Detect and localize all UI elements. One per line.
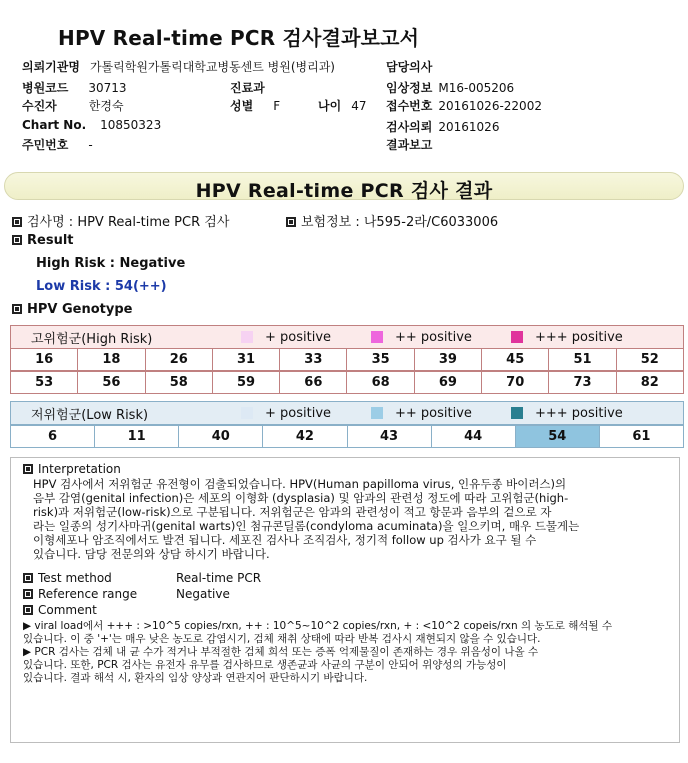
legend-swatch-plus-plus <box>371 407 383 419</box>
reference-range-label: Reference range <box>38 587 138 601</box>
genotype-cell-11: 11 <box>95 425 179 448</box>
genotype-cell-40: 40 <box>179 425 263 448</box>
interpretation-line: 있습니다. 담당 전문의와 상담 하시기 바랍니다. <box>33 547 270 561</box>
genotype-cell-68: 68 <box>347 371 414 394</box>
genotype-cell-56: 56 <box>78 371 145 394</box>
result-section-heading <box>12 233 74 248</box>
genotype-cell-18: 18 <box>78 348 145 371</box>
header-value: F <box>273 99 281 113</box>
header-row-sex <box>230 97 280 114</box>
genotype-cell-58: 58 <box>146 371 213 394</box>
interpretation-heading <box>23 462 121 476</box>
header-row-request-date <box>386 118 499 135</box>
header-label: 수진자 <box>22 99 57 113</box>
high-risk-caption: 고위험군(High Risk) <box>31 331 153 347</box>
header-row-report-date <box>386 136 438 153</box>
comment-line: ▶ viral load에서 +++ : >10^5 copies/rxn, ++ : 10^5~10^2 copies/rxn, + : <10^2 copeis/rxn 의 농도로 해석될 수 <box>23 620 613 632</box>
genotype-cell-33: 33 <box>280 348 347 371</box>
header-value: M16-005206 <box>438 81 515 95</box>
header-row-institution <box>22 58 335 75</box>
legend-label: ++ positive <box>395 405 472 421</box>
genotype-cell-52: 52 <box>617 348 684 371</box>
interpretation-label: Interpretation <box>38 462 121 476</box>
low-risk-legend <box>191 406 623 421</box>
header-row-age <box>318 97 366 114</box>
header-row-clinical-info <box>386 79 514 96</box>
genotype-cell-31: 31 <box>213 348 280 371</box>
genotype-cell-73: 73 <box>549 371 616 394</box>
legend-label: + positive <box>265 405 332 421</box>
comment-line: 있습니다. 이 중 '+'는 매우 낮은 농도로 감염시기, 검체 채취 상태에 따라 반복 검사시 재현되지 않을 수 있습니다. <box>23 633 541 645</box>
checkbox-bullet-icon <box>286 217 296 227</box>
genotype-cell-16: 16 <box>10 348 78 371</box>
header-label: 임상정보 <box>386 81 433 95</box>
reference-range-value: Negative <box>176 587 230 601</box>
reference-range-line <box>23 587 230 601</box>
high-risk-legend <box>191 330 623 345</box>
interpretation-line: risk)과 저위험군(low-risk)으로 구분됩니다. 저위험군은 암과의 관련성이 적고 항문과 음부의 겉으로 자 <box>33 505 552 519</box>
interpretation-text <box>33 477 675 561</box>
genotype-cell-44: 44 <box>432 425 516 448</box>
genotype-cell-59: 59 <box>213 371 280 394</box>
test-method-label: Test method <box>38 571 112 585</box>
test-method-value: Real-time PCR <box>176 571 262 585</box>
low-risk-header <box>10 401 684 425</box>
genotype-cell-69: 69 <box>415 371 482 394</box>
checkbox-bullet-icon <box>12 235 22 245</box>
low-risk-row <box>10 425 684 448</box>
high-risk-row-2 <box>10 371 684 394</box>
header-value: 한경숙 <box>88 99 124 113</box>
header-label: 진료과 <box>230 81 265 95</box>
low-risk-result: Low Risk : 54(++) <box>36 279 167 294</box>
genotype-cell-39: 39 <box>415 348 482 371</box>
header-label: 나이 <box>318 99 342 113</box>
header-row-patient <box>22 97 124 114</box>
interpretation-box <box>10 457 680 743</box>
legend-swatch-plus <box>241 331 253 343</box>
legend-swatch-plus-plus <box>371 331 383 343</box>
header-label: 접수번호 <box>386 99 433 113</box>
header-value: 47 <box>351 99 367 113</box>
high-risk-header <box>10 325 684 349</box>
checkbox-bullet-icon <box>23 464 33 474</box>
result-label: Result <box>27 233 74 248</box>
genotype-cell-70: 70 <box>482 371 549 394</box>
header-value: 20161026-22002 <box>438 99 542 113</box>
header-value: 가톨릭학원가톨릭대학교병동센트 병원(병리과) <box>89 60 335 74</box>
header-row-hospital-code <box>22 79 127 96</box>
header-value: 20161026 <box>438 120 500 134</box>
test-name-line <box>12 211 229 230</box>
checkbox-bullet-icon <box>23 573 33 583</box>
result-banner <box>4 172 684 200</box>
header-row-doctor <box>386 58 438 75</box>
genotype-cell-35: 35 <box>347 348 414 371</box>
genotype-section-heading <box>12 302 132 317</box>
interpretation-line: HPV 검사에서 저위험군 유전형이 검출되었습니다. HPV(Human papilloma virus, 인유두종 바이러스)의 <box>33 477 567 491</box>
header-label: 의뢰기관명 <box>22 60 80 74</box>
header-label: 성별 <box>230 99 254 113</box>
genotype-cell-61: 61 <box>600 425 684 448</box>
header-label: 병원코드 <box>22 81 69 95</box>
test-method-line <box>23 571 261 585</box>
header-label: 검사의뢰 <box>386 120 433 134</box>
legend-swatch-plus-plus-plus <box>511 331 523 343</box>
genotype-cell-51: 51 <box>549 348 616 371</box>
banner-title: HPV Real-time PCR 검사 결과 <box>195 180 493 202</box>
header-label: 주민번호 <box>22 138 69 152</box>
genotype-cell-45: 45 <box>482 348 549 371</box>
genotype-label: HPV Genotype <box>27 302 133 317</box>
header-row-resident-no <box>22 136 93 153</box>
insurance-line <box>286 211 498 230</box>
interpretation-line: 이형세포나 암조직에서도 발견 됩니다. 세포진 검사나 조직검사, 정기적 follow up 검사가 요구 될 수 <box>33 533 537 547</box>
legend-label: +++ positive <box>535 329 623 345</box>
checkbox-bullet-icon <box>12 304 22 314</box>
genotype-cell-54: 54 <box>516 425 600 448</box>
genotype-cell-42: 42 <box>263 425 347 448</box>
comment-line: 있습니다. 또한, PCR 검사는 유전자 유무를 검사하므로 생존균과 사균의 구분이 안되어 위양성의 가능성이 <box>23 659 507 671</box>
checkbox-bullet-icon <box>12 217 22 227</box>
comment-heading <box>23 603 97 617</box>
legend-label: ++ positive <box>395 329 472 345</box>
insurance-info: 보험정보 : 나595-2라/C6033006 <box>301 215 499 230</box>
genotype-cell-53: 53 <box>10 371 78 394</box>
test-name: 검사명 : HPV Real-time PCR 검사 <box>27 215 230 230</box>
header-label: Chart No. <box>22 118 87 132</box>
interpretation-line: 라는 일종의 성기사마귀(genital warts)인 첨규콘딜롬(condyloma acuminata)을 일으키며, 매우 드물게는 <box>33 519 580 533</box>
checkbox-bullet-icon <box>23 589 33 599</box>
header-value: 30713 <box>88 81 127 95</box>
header-value: - <box>88 138 93 152</box>
header-row-receipt-no <box>386 97 542 114</box>
genotype-cell-82: 82 <box>617 371 684 394</box>
genotype-cell-6: 6 <box>10 425 95 448</box>
high-risk-row-1 <box>10 348 684 371</box>
header-label: 결과보고 <box>386 138 433 152</box>
legend-label: +++ positive <box>535 405 623 421</box>
high-risk-result: High Risk : Negative <box>36 256 186 271</box>
legend-swatch-plus <box>241 407 253 419</box>
legend-label: + positive <box>265 329 332 345</box>
header-value: 10850323 <box>100 118 162 132</box>
comment-label: Comment <box>38 603 97 617</box>
interpretation-line: 음부 감염(genital infection)은 세포의 이형화 (dysplasia) 및 암과의 관련성 정도에 따라 고위험군(high- <box>33 491 569 505</box>
header-row-chart-no <box>22 118 161 132</box>
genotype-cell-66: 66 <box>280 371 347 394</box>
comment-line: ▶ PCR 검사는 검체 내 균 수가 적거나 부적절한 검체 희석 또는 증폭 억제물질이 존재하는 경우 위음성이 나올 수 <box>23 646 539 658</box>
comment-line: 있습니다. 결과 해석 시, 환자의 임상 양상과 연관지어 판단하시기 바랍니다. <box>23 672 368 684</box>
checkbox-bullet-icon <box>23 605 33 615</box>
header-row-department <box>230 79 271 96</box>
header-label: 담당의사 <box>386 60 433 74</box>
comment-text <box>23 620 677 685</box>
legend-swatch-plus-plus-plus <box>511 407 523 419</box>
genotype-cell-43: 43 <box>348 425 432 448</box>
report-title: HPV Real-time PCR 검사결과보고서 <box>58 26 420 50</box>
genotype-cell-26: 26 <box>146 348 213 371</box>
low-risk-caption: 저위험군(Low Risk) <box>31 407 149 423</box>
